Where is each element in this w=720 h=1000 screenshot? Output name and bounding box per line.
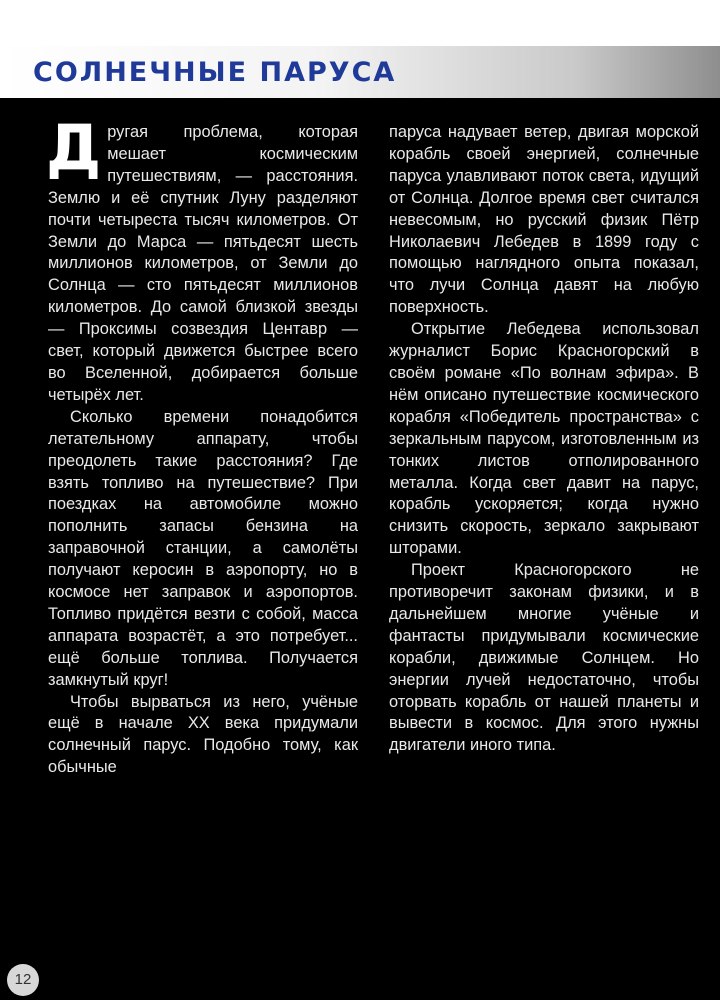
text-column-right (389, 122, 699, 757)
paragraph: Открытие Лебедева использовал журналист Борис Красногорский в своём романе «По волнам эфира». В нём описано путешествие космического корабля «Победитель пространства» с зеркальным парусом, изготовленным из тонких листов отполированного металла. Когда свет давит на парус, корабль ускоряется; когда нужно снизить скорость, зеркало закрывают шторами. (389, 320, 699, 558)
page-top-margin (0, 0, 720, 46)
paragraph: Сколько времени понадобится летательному аппарату, чтобы преодолеть такие расстояния? Где взять топливо на путешествие? При поездках на автомобиле можно пополнить запасы бензина на заправочной станции, а самолёты получают керосин в аэропорту, но в космосе нет заправок и аэропортов. Топливо придётся везти с собой, масса аппарата возрастёт, а это потребует... ещё больше топлива. Получается замкнутый круг! (48, 407, 358, 689)
drop-cap: Д (46, 111, 102, 184)
paragraph (46, 111, 358, 407)
page-title: СОЛНЕЧНЫЕ ПАРУСА (33, 57, 397, 88)
paragraph-text: ругая проблема, которая мешает космическим путешествиям, — расстояния. Землю и её спутник Луну разделяют почти четыреста тысяч километров. От Земли до Марса — пятьдесят шесть миллионов километров, от Земли до Солнца — сто пятьдесят миллионов километров. До самой близкой звезды — Проксимы созвездия Центавр — свет, который движется быстрее всего во Вселенной, добирается больше четырёх лет. (48, 123, 358, 404)
paragraph: паруса надувает ветер, двигая морской корабль своей энергией, солнечные паруса улавливают поток света, идущий от Солнца. Долгое время свет считался невесомым, но русский физик Пётр Николаевич Лебедев в 1899 году с помощью наглядного опыта показал, что лучи Солнца давят на любую поверхность. (389, 123, 699, 317)
paragraph: Чтобы вырваться из него, учёные ещё в начале XX века придумали солнечный парус. Подобно тому, как обычные (48, 692, 358, 777)
text-column-left (46, 111, 358, 779)
page-number: 12 (7, 964, 39, 996)
paragraph: Проект Красногорского не противоречит законам физики, и в дальнейшем многие учёные и фантасты придумывали космические корабли, движимые Солнцем. Но энергии лучей недостаточно, чтобы оторвать корабль от нашей планеты и вывести в космос. Для этого нужны двигатели иного типа. (389, 561, 699, 755)
